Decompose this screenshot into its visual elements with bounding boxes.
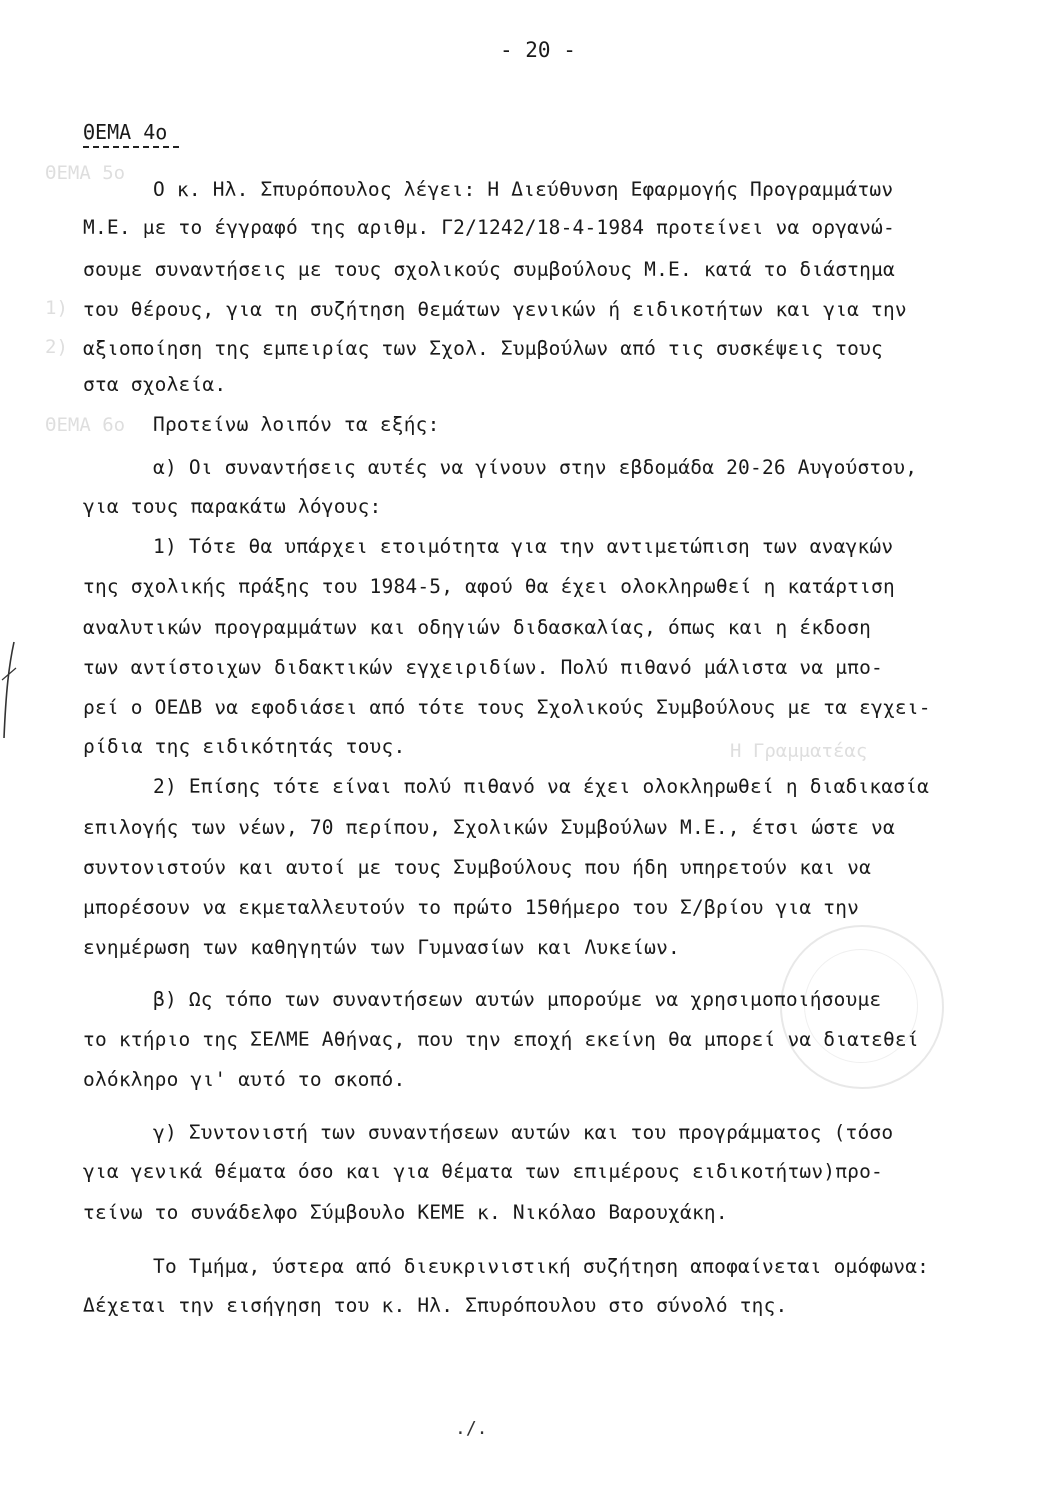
bleed-through-text: ΘΕΜΑ 6ο bbox=[45, 414, 126, 436]
body-line: ρίδια της ειδικότητάς τους. bbox=[83, 735, 406, 758]
body-line: 2) Επίσης τότε είναι πολύ πιθανό να έχει ολοκληρωθεί η διαδικασία bbox=[153, 775, 930, 798]
footer-mark: ./. bbox=[455, 1418, 488, 1439]
body-line: το κτήριο της ΣΕΛΜΕ Αθήνας, που την εποχή εκείνη θα μπορεί να διατεθεί bbox=[83, 1028, 919, 1051]
bleed-through-text: Η Γραμματέας bbox=[730, 740, 868, 762]
body-line: αξιοποίηση της εμπειρίας των Σχολ. Συμβούλων από τις συσκέψεις τους bbox=[83, 337, 883, 360]
body-line: τείνω το συνάδελφο Σύμβουλο ΚΕΜΕ κ. Νικόλαο Βαρουχάκη. bbox=[83, 1201, 728, 1224]
heading-underline bbox=[83, 146, 179, 148]
body-line: των αντίστοιχων διδακτικών εγχειριδίων. Πολύ πιθανό μάλιστα να μπο- bbox=[83, 656, 883, 679]
body-line: σουμε συναντήσεις με τους σχολικούς συμβούλους Μ.Ε. κατά το διάστημα bbox=[83, 258, 895, 281]
bleed-through-text: ΘΕΜΑ 5ο bbox=[45, 162, 126, 184]
body-line: Δέχεται την εισήγηση του κ. Ηλ. Σπυρόπουλου στο σύνολό της. bbox=[83, 1294, 788, 1317]
body-line: Προτείνω λοιπόν τα εξής: bbox=[153, 413, 440, 436]
body-line: α) Οι συναντήσεις αυτές να γίνουν στην εβδομάδα 20-26 Αυγούστου, bbox=[153, 456, 918, 479]
body-line: στα σχολεία. bbox=[83, 373, 227, 396]
body-line: β) Ως τόπο των συναντήσεων αυτών μπορούμε να χρησιμοποιήσουμε bbox=[153, 988, 882, 1011]
bleed-through-text: 1) bbox=[45, 297, 68, 319]
body-line: επιλογής των νέων, 70 περίπου, Σχολικών Συμβούλων Μ.Ε., έτσι ώστε να bbox=[83, 816, 895, 839]
body-line: της σχολικής πράξης του 1984-5, αφού θα έχει ολοκληρωθεί η κατάρτιση bbox=[83, 575, 895, 598]
body-line: ενημέρωση των καθηγητών των Γυμνασίων και Λυκείων. bbox=[83, 936, 680, 959]
body-line: για γενικά θέματα όσο και για θέματα των επιμέρους ειδικοτήτων)προ- bbox=[83, 1160, 883, 1183]
section-heading: ΘΕΜΑ 4ο bbox=[83, 120, 168, 144]
body-line: γ) Συντονιστή των συναντήσεων αυτών και του προγράμματος (τόσο bbox=[153, 1121, 894, 1144]
bleed-through-text: 2) bbox=[45, 336, 68, 358]
body-line: του θέρους, για τη συζήτηση θεμάτων γενικών ή ειδικοτήτων και για την bbox=[83, 298, 907, 321]
body-line: αναλυτικών προγραμμάτων και οδηγιών διδασκαλίας, όπως και η έκδοση bbox=[83, 616, 872, 639]
body-line: Ο κ. Ηλ. Σπυρόπουλος λέγει: Η Διεύθυνση Εφαρμογής Προγραμμάτων bbox=[153, 178, 894, 201]
body-line: Το Τμήμα, ύστερα από διευκρινιστική συζήτηση αποφαίνεται ομόφωνα: bbox=[153, 1255, 930, 1278]
body-line: μπορέσουν να εκμεταλλευτούν το πρώτο 15θήμερο του Σ/βρίου για την bbox=[83, 896, 860, 919]
body-line: για τους παρακάτω λόγους: bbox=[83, 495, 382, 518]
page-number: - 20 - bbox=[500, 38, 576, 62]
body-line: Μ.Ε. με το έγγραφό της αριθμ. Γ2/1242/18-4-1984 προτείνει να οργανώ- bbox=[83, 216, 895, 239]
body-line: συντονιστούν και αυτοί με τους Συμβούλους που ήδη υπηρετούν και να bbox=[83, 856, 872, 879]
margin-pen-mark bbox=[0, 640, 22, 740]
body-line: 1) Τότε θα υπάρχει ετοιμότητα για την αντιμετώπιση των αναγκών bbox=[153, 535, 894, 558]
body-line: ρεί ο ΟΕΔΒ να εφοδιάσει από τότε τους Σχολικούς Συμβούλους με τα εγχει- bbox=[83, 696, 931, 719]
body-line: ολόκληρο γι' αυτό το σκοπό. bbox=[83, 1068, 406, 1091]
